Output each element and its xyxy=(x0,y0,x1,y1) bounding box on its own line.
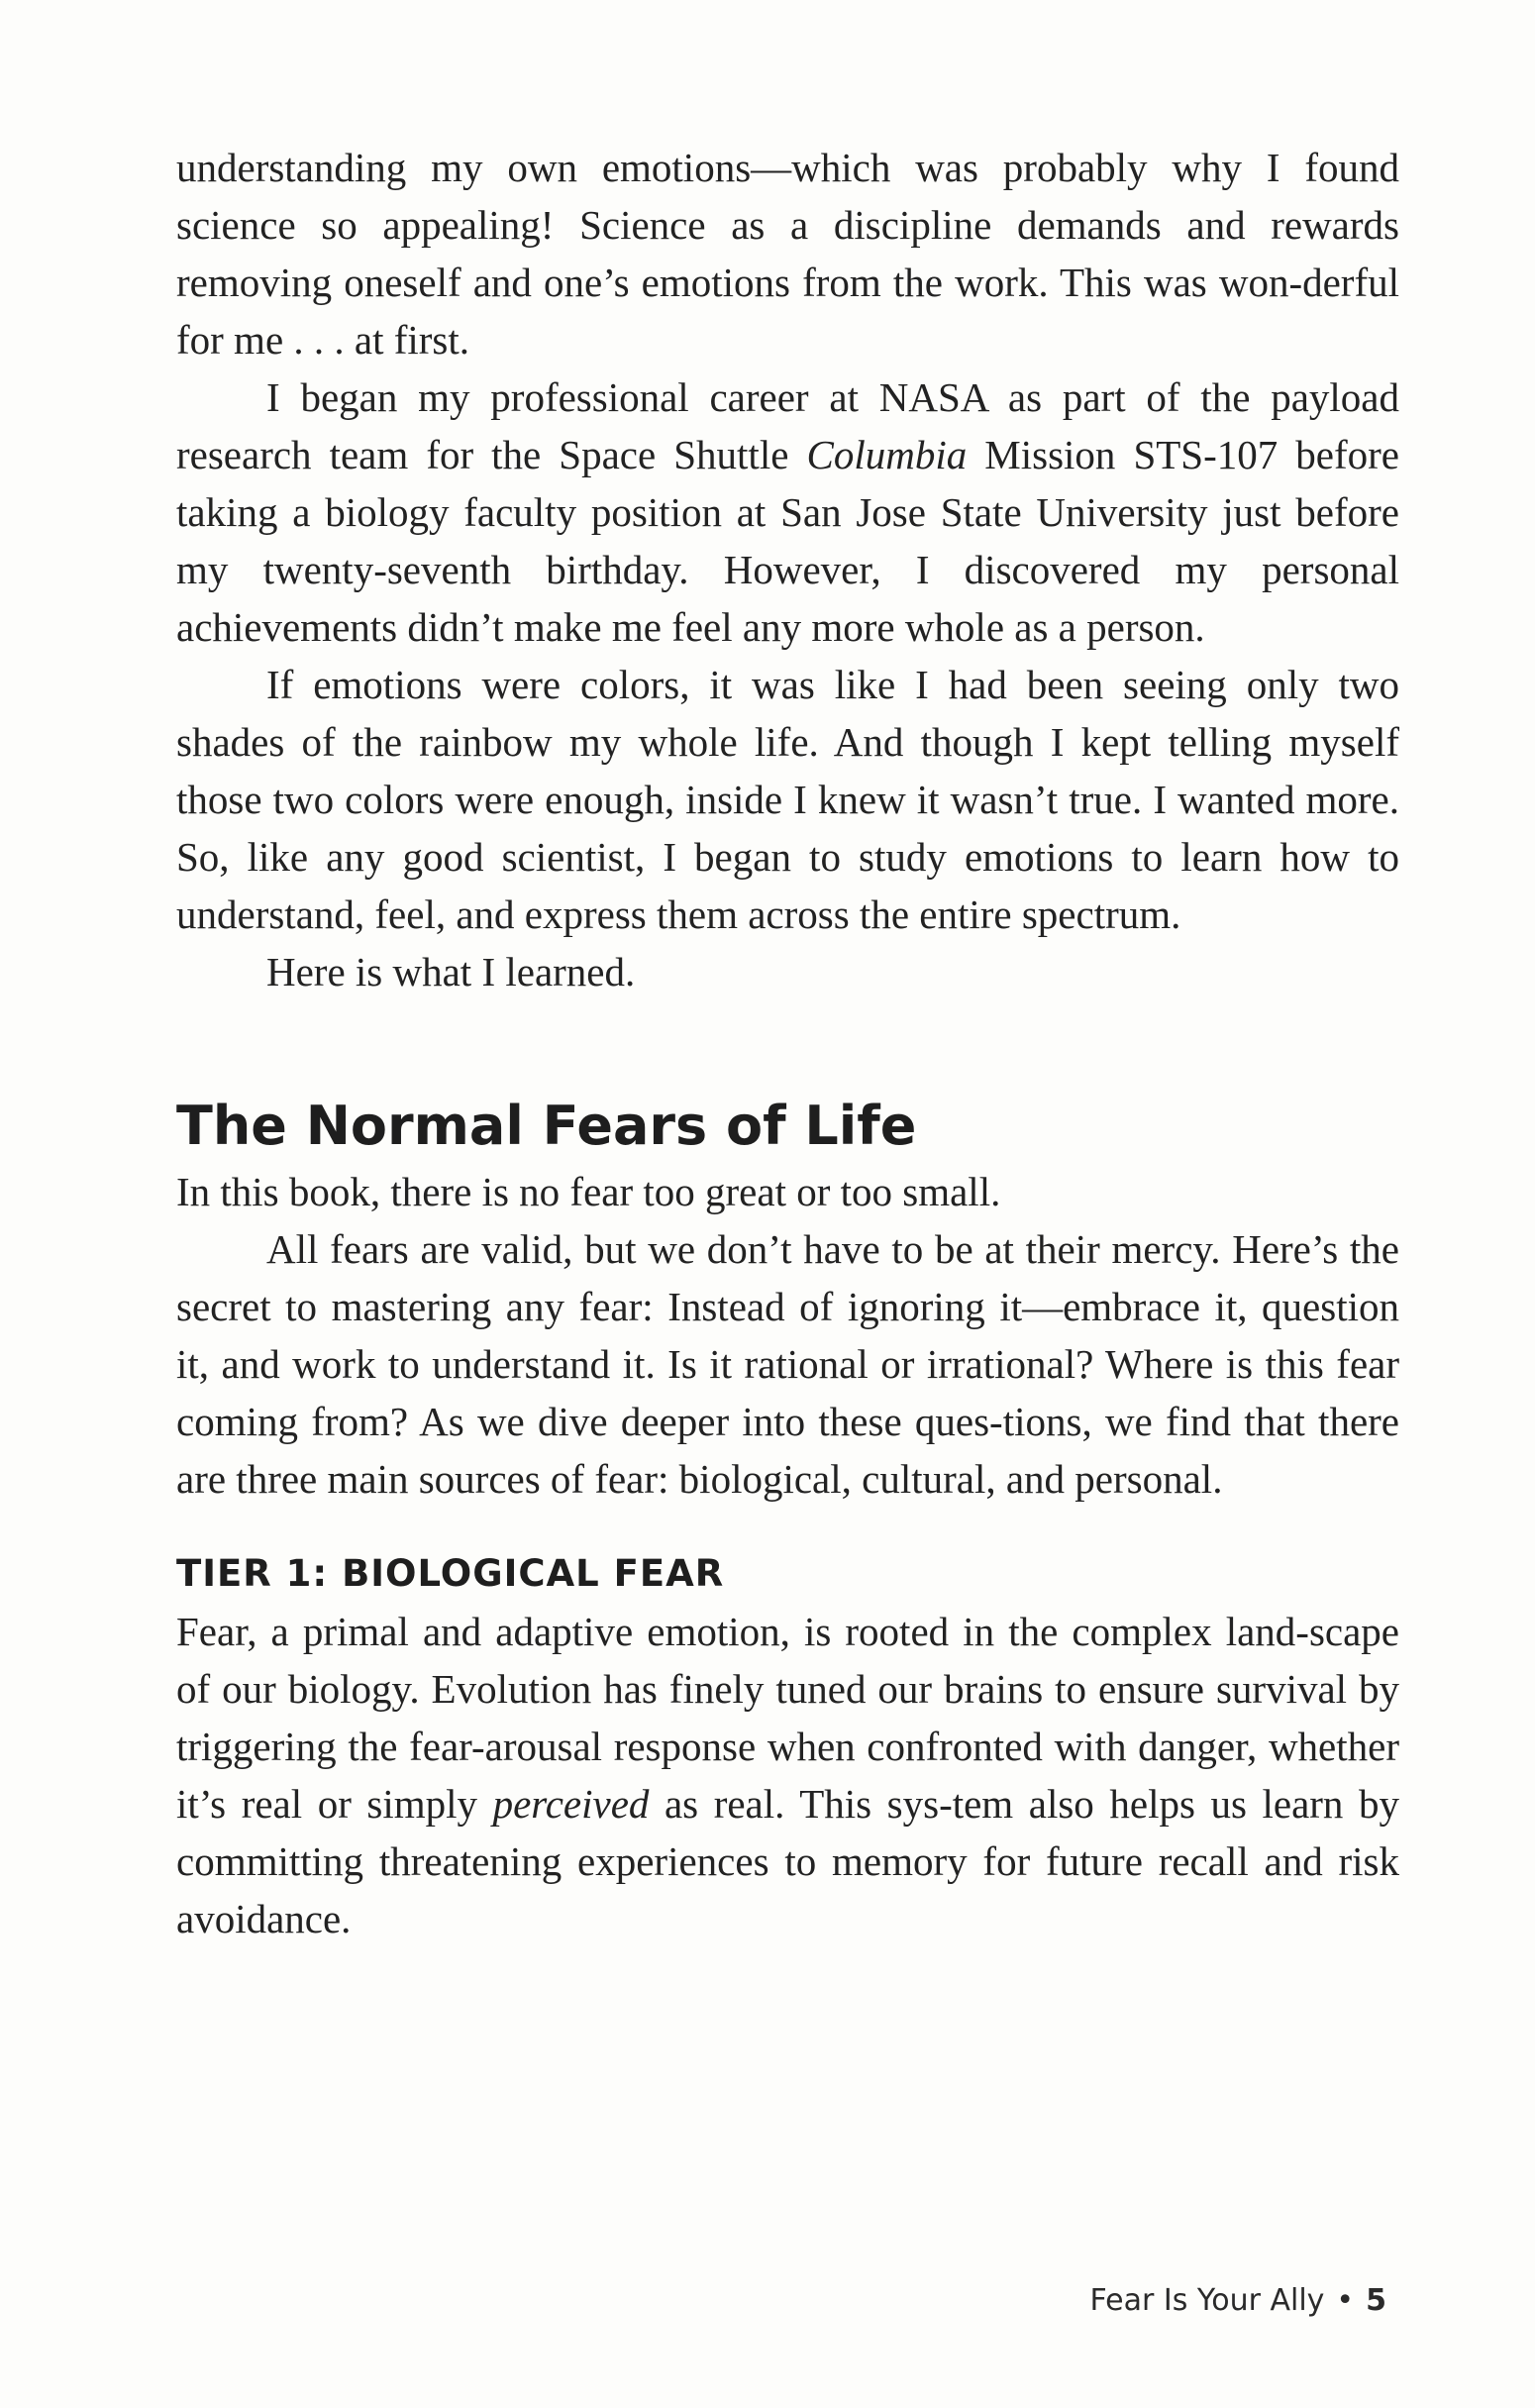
body-paragraph-4: Here is what I learned. xyxy=(266,949,636,995)
section-heading: The Normal Fears of Life xyxy=(176,1095,917,1157)
running-title: Fear Is Your Ally xyxy=(1089,2283,1325,2318)
section-paragraph-1: In this book, there is no fear too great or too small. xyxy=(176,1169,1001,1214)
paragraph-2-text-start: I began my professional career at NASA as part of the payload research team for the Space Shuttle xyxy=(176,374,1399,477)
page-footer xyxy=(1090,2283,1386,2318)
shuttle-name-italic: Columbia xyxy=(806,432,968,477)
perceived-italic: perceived xyxy=(492,1781,650,1827)
section-paragraph-2: All fears are valid, but we don’t have to be at their mercy. Here’s the secret to mastering any fear: Instead of ignoring it—embrace it, question it, and work to understand it. Is it rational or irrational? Where is this fear coming from? As we dive deeper into these ques-tions, we find that there are three main sources of fear: biological, cultural, and personal. xyxy=(176,1226,1399,1502)
paragraph-2-text-end: Mission STS-107 before taking a biology faculty position at San Jose State University just before my twenty-seventh birthday. However, I discovered my personal achievements didn’t make me feel any more whole as a person. xyxy=(176,432,1400,650)
body-paragraph-3: If emotions were colors, it was like I had been seeing only two shades of the rainbow my whole life. And though I kept telling myself those two colors were enough, inside I knew it wasn’t true. I wanted more. So, like any good scientist, I began to study emotions to learn how to understand, feel, and express them across the entire spectrum. xyxy=(176,662,1399,937)
body-paragraph-2 xyxy=(176,368,1399,656)
page-number: 5 xyxy=(1366,2283,1386,2318)
body-paragraph-1: understanding my own emotions—which was probably why I found science so appealing! Science as a discipline demands and rewards removing oneself and one’s emotions from the work. This was won-derful for me . . . at first. xyxy=(176,145,1399,363)
subsection-text-end: as real. This sys-tem also helps us learn by committing threatening experiences to memory for future recall and risk avoidance. xyxy=(176,1781,1399,1941)
footer-bullet: • xyxy=(1336,2283,1355,2318)
subsection-text-start: Fear, a primal and adaptive emotion, is rooted in the complex land-scape of our biology. Evolution has finely tuned our brains to ensure survival by triggering the fear-arousal response when confronted with danger, whether it’s real or simply xyxy=(176,1609,1399,1827)
book-page xyxy=(176,139,1399,1947)
subsection-paragraph xyxy=(176,1603,1399,1947)
subsection-heading: TIER 1: BIOLOGICAL FEAR xyxy=(176,1552,725,1595)
